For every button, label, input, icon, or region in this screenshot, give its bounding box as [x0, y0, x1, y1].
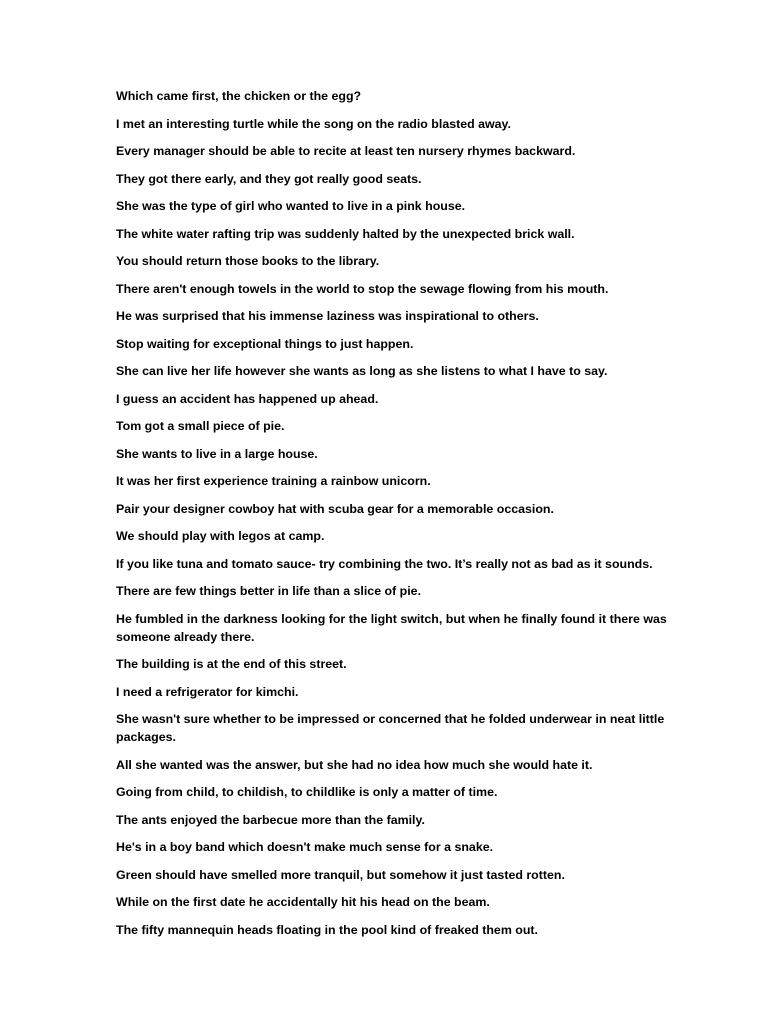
sentence-line: She can live her life however she wants as long as she listens to what I have to say. — [116, 364, 608, 378]
sentence-line: Tom got a small piece of pie. — [116, 419, 285, 433]
sentence-line: She was the type of girl who wanted to live in a pink house. — [116, 199, 466, 213]
sentence-line: If you like tuna and tomato sauce- try combining the two. It’s really not as bad as it sounds. — [116, 556, 653, 571]
sentence-line: He fumbled in the darkness looking for the light switch, but when he finally found it there was someone already there. — [116, 611, 667, 644]
sentence-line: She wasn't sure whether to be impressed or concerned that he folded underwear in neat little packages. — [116, 712, 665, 744]
sentence-line: You should return those books to the library. — [116, 254, 380, 268]
sentence-line: Green should have smelled more tranquil, but somehow it just tasted rotten. — [116, 867, 565, 882]
sentence-line: While on the first date he accidentally hit his head on the beam. — [116, 895, 490, 909]
sentence-line: Going from child, to childish, to childlike is only a matter of time. — [116, 785, 498, 799]
sentence-line: Pair your designer cowboy hat with scuba gear for a memorable occasion. — [116, 501, 554, 516]
sentence-line: There are few things better in life than a slice of pie. — [116, 584, 422, 598]
sentence-line: The building is at the end of this street. — [116, 657, 347, 671]
sentence-list — [116, 87, 686, 948]
sentence-line: The ants enjoyed the barbecue more than the family. — [116, 812, 425, 827]
sentence-line: I met an interesting turtle while the song on the radio blasted away. — [116, 116, 511, 131]
sentence-line: The white water rafting trip was suddenly halted by the unexpected brick wall. — [116, 226, 575, 241]
sentence-line: He was surprised that his immense laziness was inspirational to others. — [116, 309, 539, 323]
sentence-line: Stop waiting for exceptional things to just happen. — [116, 336, 414, 351]
sentence-line: I guess an accident has happened up ahead. — [116, 391, 379, 406]
sentence-line: I need a refrigerator for kimchi. — [116, 684, 299, 699]
sentence-line: Which came first, the chicken or the egg? — [116, 89, 362, 103]
sentence-line: He's in a boy band which doesn't make much sense for a snake. — [116, 840, 494, 854]
sentence-line: Every manager should be able to recite at least ten nursery rhymes backward. — [116, 144, 576, 158]
sentence-line: They got there early, and they got really good seats. — [116, 171, 422, 186]
sentence-line: The fifty mannequin heads floating in the pool kind of freaked them out. — [116, 922, 538, 937]
sentence-line: We should play with legos at camp. — [116, 529, 325, 543]
sentence-line: There aren't enough towels in the world to stop the sewage flowing from his mouth. — [116, 281, 609, 296]
sentence-line: She wants to live in a large house. — [116, 446, 318, 461]
sentence-line: All she wanted was the answer, but she had no idea how much she would hate it. — [116, 757, 593, 772]
sentence-line: It was her first experience training a rainbow unicorn. — [116, 474, 431, 488]
